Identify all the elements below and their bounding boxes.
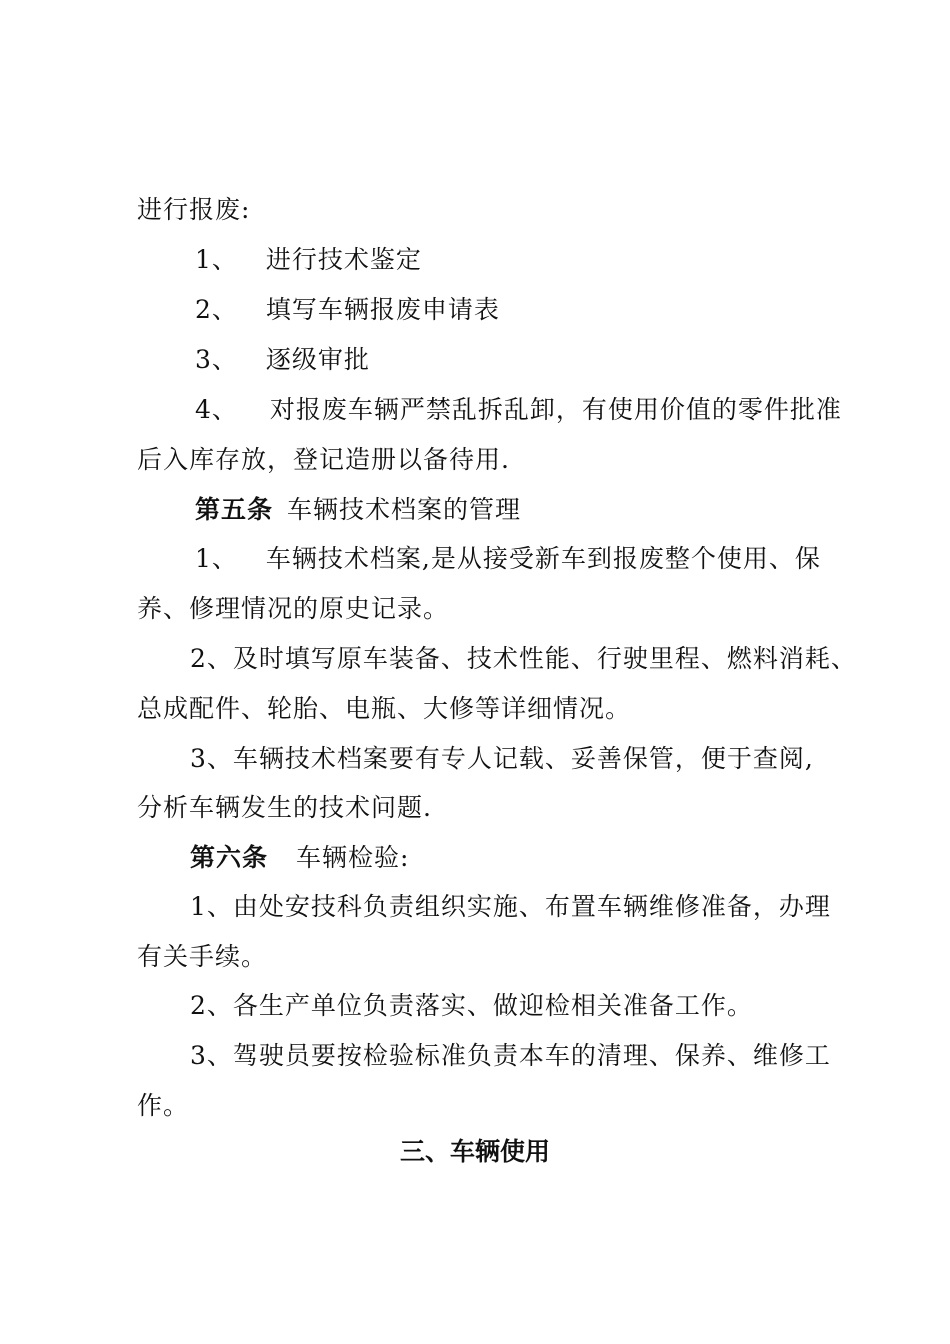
step-number: 3、 xyxy=(195,345,238,374)
item-number: 1、 xyxy=(195,544,238,573)
article-5-item-2-continuation: 总成配件、轮胎、电瓶、大修等详细情况。 xyxy=(137,694,632,723)
step-text: 填写车辆报废申请表 xyxy=(265,295,500,324)
article-5-title: 第五条 xyxy=(195,495,274,524)
section-heading: 三、车辆使用 xyxy=(399,1137,550,1166)
item-text: 车辆技术档案,是从接受新车到报废整个使用、保 xyxy=(265,544,821,573)
article-5-item-3: 3、车辆技术档案要有专人记载、妥善保管，便于查阅, xyxy=(190,744,814,773)
step-text: 进行技术鉴定 xyxy=(265,245,422,274)
article-6-item-1: 1、由处安技科负责组织实施、布置车辆维修准备，办理 xyxy=(190,892,831,921)
article-6-heading xyxy=(190,842,409,874)
scrap-step-1 xyxy=(195,244,422,276)
article-6-item-2: 2、各生产单位负责落实、做迎检相关准备工作。 xyxy=(190,991,753,1020)
article-5-item-1 xyxy=(195,543,821,575)
article-5-item-1-continuation: 养、修理情况的原史记录。 xyxy=(137,594,450,623)
article-6-item-1-continuation: 有关手续。 xyxy=(137,942,268,971)
article-6-title: 第六条 xyxy=(190,843,269,872)
article-5-heading xyxy=(195,494,521,526)
step-number: 2、 xyxy=(195,295,238,324)
article-6-item-3: 3、驾驶员要按检验标准负责本车的清理、保养、维修工 xyxy=(190,1041,831,1070)
article-5-item-3-continuation: 分析车辆发生的技术问题. xyxy=(137,793,432,822)
scrap-step-4-continuation: 后入库存放，登记造册以备待用. xyxy=(137,445,510,474)
step-text: 逐级审批 xyxy=(265,345,370,374)
step-number: 4、 xyxy=(195,395,238,424)
article-6-subject: 车辆检验: xyxy=(296,843,410,872)
step-text: 对报废车辆严禁乱拆乱卸，有使用价值的零件批准 xyxy=(269,395,842,424)
intro-line: 进行报废: xyxy=(137,195,251,224)
article-5-subject: 车辆技术档案的管理 xyxy=(287,495,522,524)
step-number: 1、 xyxy=(195,245,238,274)
article-6-item-3-continuation: 作。 xyxy=(137,1091,190,1120)
scrap-step-2 xyxy=(195,294,500,326)
scrap-step-4 xyxy=(195,394,842,426)
article-5-item-2: 2、及时填写原车装备、技术性能、行驶里程、燃料消耗、 xyxy=(190,644,857,673)
scrap-step-3 xyxy=(195,344,370,376)
